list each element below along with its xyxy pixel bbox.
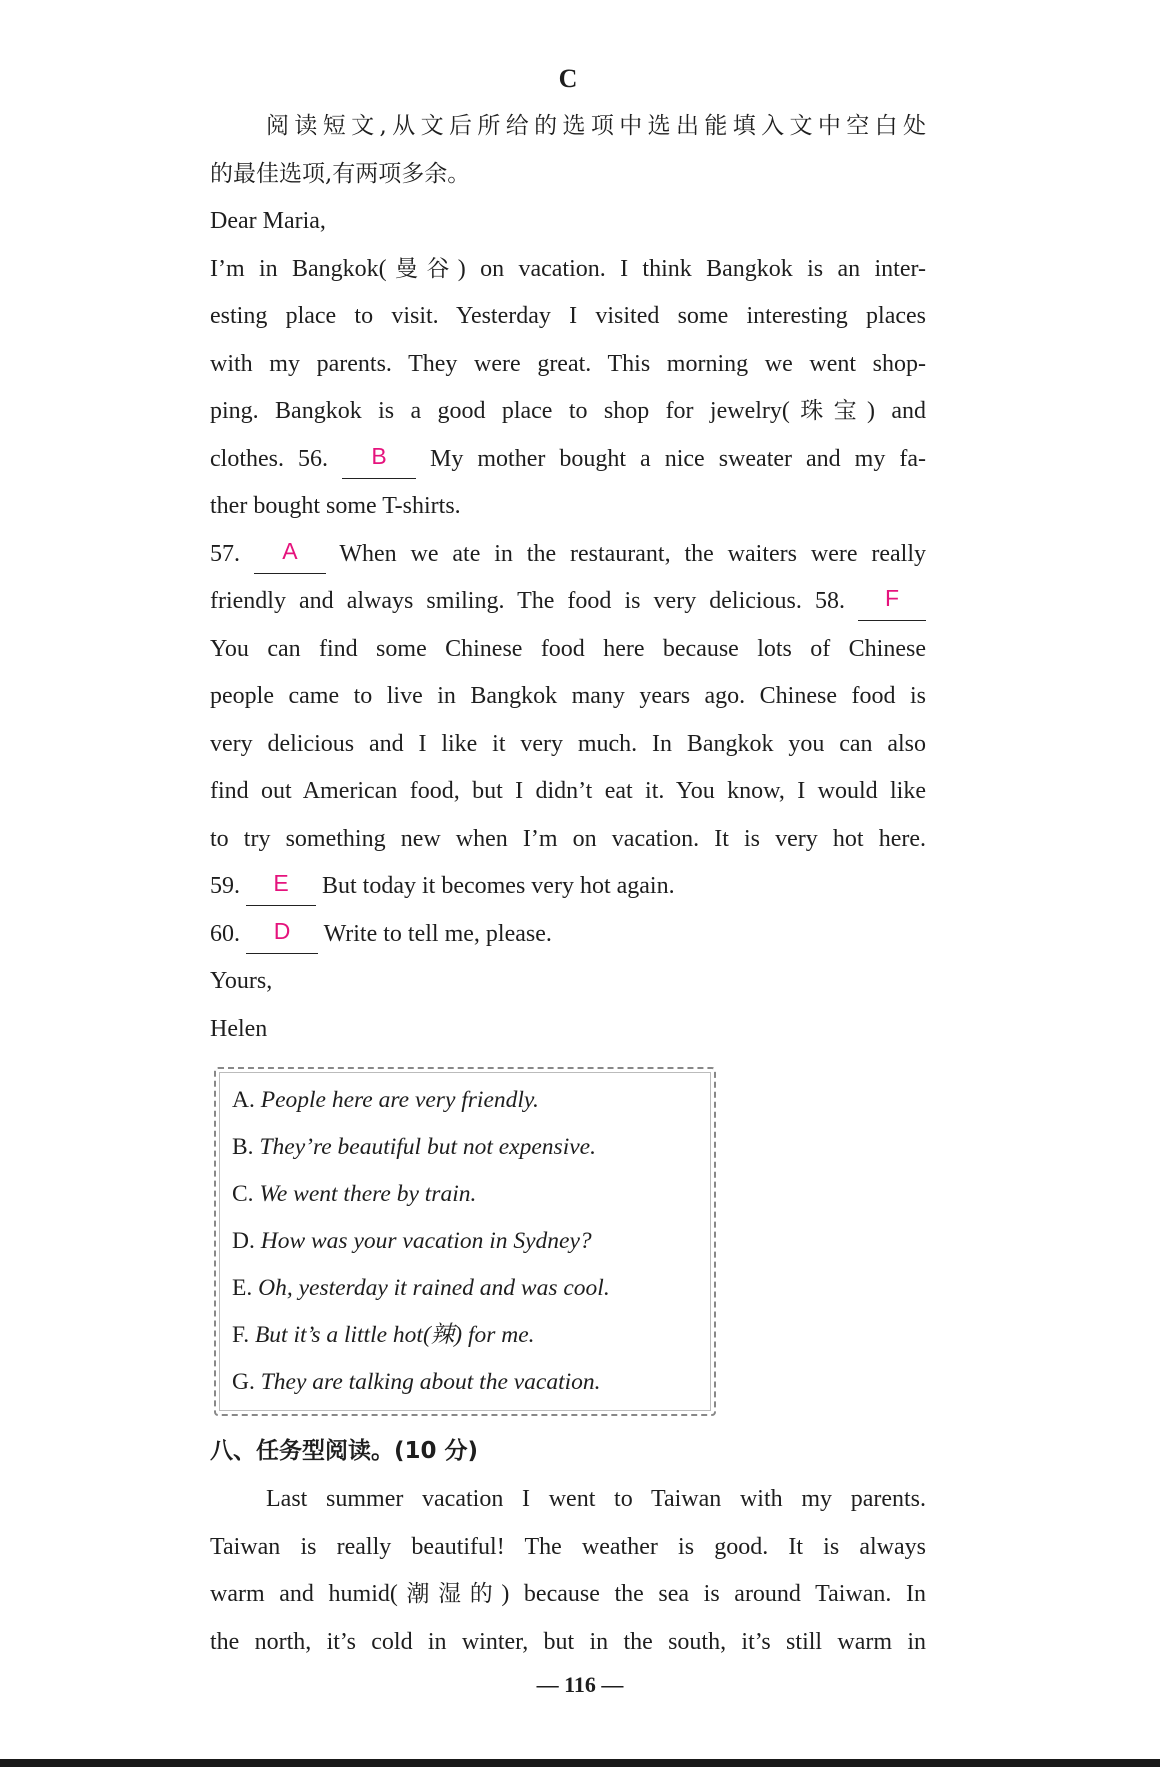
- page-number: — 116 —: [536, 1672, 624, 1697]
- passage-line: ther bought some T-shirts.: [210, 493, 461, 519]
- answer-blank-58: [858, 585, 926, 621]
- answer-blank-60: [246, 917, 318, 954]
- option-g: [232, 1359, 704, 1406]
- document-page: [210, 55, 926, 1666]
- text-segment: 59.: [210, 873, 240, 899]
- option-text: We went there by train.: [259, 1181, 477, 1207]
- passage-line: [210, 388, 926, 436]
- passage-line: esting place to visit. Yesterday I visited some interesting places: [210, 303, 926, 329]
- option-text: People here are very friendly.: [260, 1087, 539, 1113]
- option-letter: A.: [232, 1087, 255, 1113]
- option-letter: C.: [232, 1181, 254, 1207]
- answer-59: E: [273, 870, 289, 896]
- passage-line: the north, it’s cold in winter, but in the south, it’s still warm in: [210, 1628, 926, 1655]
- answer-60: D: [273, 917, 291, 944]
- text-segment: ) because the sea is around Taiwan. In: [501, 1581, 927, 1607]
- passage-line: Last summer vacation I went to Taiwan with my parents.: [266, 1486, 926, 1512]
- option-c: [232, 1171, 704, 1218]
- section-letter: C: [558, 64, 578, 93]
- text-segment: 60.: [210, 920, 240, 947]
- answer-57: A: [282, 537, 298, 564]
- passage-line: You can find some Chinese food here because lots of Chinese: [210, 635, 926, 662]
- options-box: [214, 1067, 716, 1416]
- passage-line: find out American food, but I didn’t eat it. You know, I would like: [210, 778, 926, 804]
- letter-greeting: Dear Maria,: [210, 208, 326, 234]
- option-d: [232, 1218, 704, 1265]
- text-segment: friendly and always smiling. The food is very delicious. 58.: [210, 588, 845, 614]
- passage-line: [210, 578, 926, 626]
- option-e: [232, 1265, 704, 1312]
- option-letter: B.: [232, 1134, 254, 1160]
- passage-line: very delicious and I like it very much. In Bangkok you can also: [210, 730, 926, 757]
- instructions-line-1: 阅读短文,从文后所给的选项中选出能填入文中空白处: [266, 113, 926, 139]
- option-letter: F.: [232, 1322, 250, 1348]
- option-text: They’re beautiful but not expensive.: [259, 1134, 596, 1160]
- bottom-edge-bar: [0, 1759, 1160, 1767]
- text-segment: warm and humid(: [210, 1581, 398, 1607]
- text-segment: ) on vacation. I think Bangkok is an inter-: [457, 255, 926, 282]
- answer-blank-56: [342, 442, 416, 479]
- option-a: [232, 1077, 704, 1124]
- option-text: But it’s a little hot(辣) for me.: [254, 1322, 535, 1348]
- option-text: They are talking about the vacation.: [260, 1369, 601, 1395]
- text-segment-cn: 潮湿的: [397, 1581, 502, 1607]
- section-8-heading: 八、任务型阅读。(10 分): [210, 1438, 479, 1464]
- passage-line: [210, 911, 926, 959]
- option-f: [232, 1312, 704, 1359]
- option-letter: G.: [232, 1369, 255, 1395]
- text-segment-cn: 曼谷: [386, 255, 458, 282]
- text-segment: clothes. 56.: [210, 445, 328, 472]
- passage-line: Taiwan is really beautiful! The weather is good. It is always: [210, 1533, 926, 1560]
- option-text: How was your vacation in Sydney?: [260, 1228, 592, 1254]
- instructions-line-2: 的最佳选项,有两项多余。: [210, 160, 471, 187]
- passage-line: [210, 436, 926, 484]
- text-segment: ping. Bangkok is a good place to shop for jewelry(: [210, 398, 790, 424]
- text-segment: 57.: [210, 540, 240, 567]
- answer-blank-57: [254, 537, 326, 574]
- option-letter: E.: [232, 1275, 253, 1301]
- answer-blank-59: [246, 870, 316, 906]
- passage-line: [210, 246, 926, 294]
- answer-56: B: [371, 442, 387, 469]
- text-segment: My mother bought a nice sweater and my fa-: [430, 445, 927, 472]
- text-segment: But today it becomes very hot again.: [322, 873, 675, 899]
- option-b: [232, 1124, 704, 1171]
- option-text: Oh, yesterday it rained and was cool.: [258, 1275, 610, 1301]
- text-segment-cn: 珠宝: [789, 398, 867, 424]
- text-segment: When we ate in the restaurant, the waiters were really: [339, 540, 926, 567]
- passage-line: [210, 1571, 926, 1619]
- text-segment: ) and: [866, 398, 926, 424]
- passage-line: [210, 863, 926, 911]
- text-segment: Write to tell me, please.: [323, 920, 552, 947]
- answer-58: F: [884, 585, 900, 611]
- passage-line: with my parents. They were great. This morning we went shop-: [210, 350, 926, 377]
- passage-line: to try something new when I’m on vacation. It is very hot here.: [210, 825, 926, 852]
- letter-closing: Yours,: [210, 968, 273, 994]
- letter-signature: Helen: [210, 1015, 268, 1042]
- option-letter: D.: [232, 1228, 255, 1254]
- passage-line: people came to live in Bangkok many years ago. Chinese food is: [210, 683, 926, 709]
- passage-line: [210, 531, 926, 579]
- text-segment: I’m in Bangkok(: [210, 255, 387, 282]
